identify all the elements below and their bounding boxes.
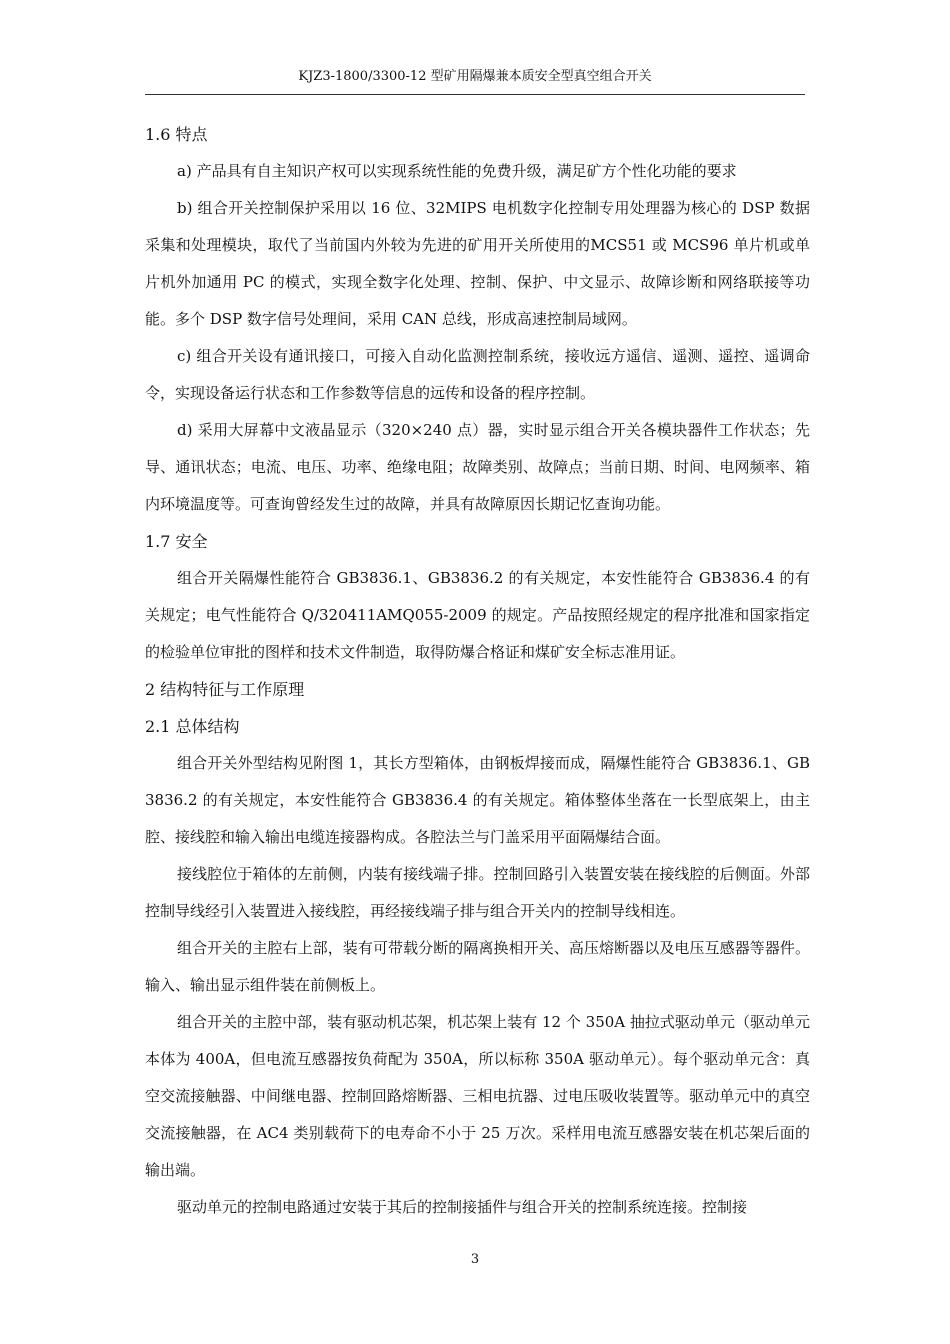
- paragraph-2-1-5: 驱动单元的控制电路通过安装于其后的控制接插件与组合开关的控制系统连接。控制接: [177, 1198, 748, 1216]
- section-heading-2-1: 2.1 总体结构: [145, 717, 240, 736]
- paragraph-1-7: 组合开关隔爆性能符合 GB3836.1、GB3836.2 的有关规定，本安性能符合 GB3836.4 的有关规定；电气性能符合 Q/320411AMQ055-2009 的规定。产品按照经规定的程序批准和国家指定的检验单位审批的图样和技术文件制造，取得防爆合格证和煤矿安全标志准用证。: [145, 569, 810, 661]
- running-header: KJZ3-1800/3300-12 型矿用隔爆兼本质安全型真空组合开关: [298, 69, 652, 84]
- paragraph-2-1-4: 组合开关的主腔中部，装有驱动机芯架，机芯架上装有 12 个 350A 抽拉式驱动单元（驱动单元本体为 400A，但电流互感器按负荷配为 350A，所以标称 350A 驱动单元）。每个驱动单元含：真空交流接触器、中间继电器、控制回路熔断器、三相电抗器、过电压吸收装置等。驱动单元中的真空交流接触器，在 AC4 类别载荷下的电寿命不小于 25 万次。采样用电流互感器安装在机芯架后面的输出端。: [145, 1013, 810, 1179]
- header-divider: [145, 94, 805, 95]
- document-body: [145, 116, 810, 1226]
- paragraph-1-6-b: b) 组合开关控制保护采用以 16 位、32MIPS 电机数字化控制专用处理器为核心的 DSP 数据采集和处理模块，取代了当前国内外较为先进的矿用开关所使用的MCS51 或 MCS96 单片机或单片机外加通用 PC 的模式，实现全数字化处理、控制、保护、中文显示、故障诊断和网络联接等功能。多个 DSP 数字信号处理间，采用 CAN 总线，形成高速控制局域网。: [145, 199, 810, 328]
- page-number: 3: [470, 1252, 480, 1267]
- section-heading-1-6: 1.6 特点: [145, 125, 208, 144]
- section-heading-1-7: 1.7 安全: [145, 532, 208, 551]
- paragraph-2-1-2: 接线腔位于箱体的左前侧，内装有接线端子排。控制回路引入装置安装在接线腔的后侧面。外部控制导线经引入装置进入接线腔，再经接线端子排与组合开关内的控制导线相连。: [145, 865, 810, 920]
- paragraph-1-6-a: a) 产品具有自主知识产权可以实现系统性能的免费升级，满足矿方个性化功能的要求: [177, 162, 737, 180]
- paragraph-1-6-c: c) 组合开关设有通讯接口，可接入自动化监测控制系统，接收远方遥信、遥测、遥控、遥调命令，实现设备运行状态和工作参数等信息的远传和设备的程序控制。: [145, 347, 810, 402]
- paragraph-2-1-1: 组合开关外型结构见附图 1，其长方型箱体，由钢板焊接而成，隔爆性能符合 GB3836.1、GB3836.2 的有关规定，本安性能符合 GB3836.4 的有关规定。箱体整体坐落在一长型底架上，由主腔、接线腔和输入输出电缆连接器构成。各腔法兰与门盖采用平面隔爆结合面。: [145, 754, 810, 846]
- paragraph-2-1-3: 组合开关的主腔右上部，装有可带载分断的隔离换相开关、高压熔断器以及电压互感器等器件。输入、输出显示组件装在前侧板上。: [145, 939, 810, 994]
- section-heading-2: 2 结构特征与工作原理: [145, 680, 305, 699]
- paragraph-1-6-d: d) 采用大屏幕中文液晶显示（320×240 点）器，实时显示组合开关各模块器件工作状态；先导、通讯状态；电流、电压、功率、绝缘电阻；故障类别、故障点；当前日期、时间、电网频率、箱内环境温度等。可查询曾经发生过的故障，并具有故障原因长期记忆查询功能。: [145, 421, 810, 513]
